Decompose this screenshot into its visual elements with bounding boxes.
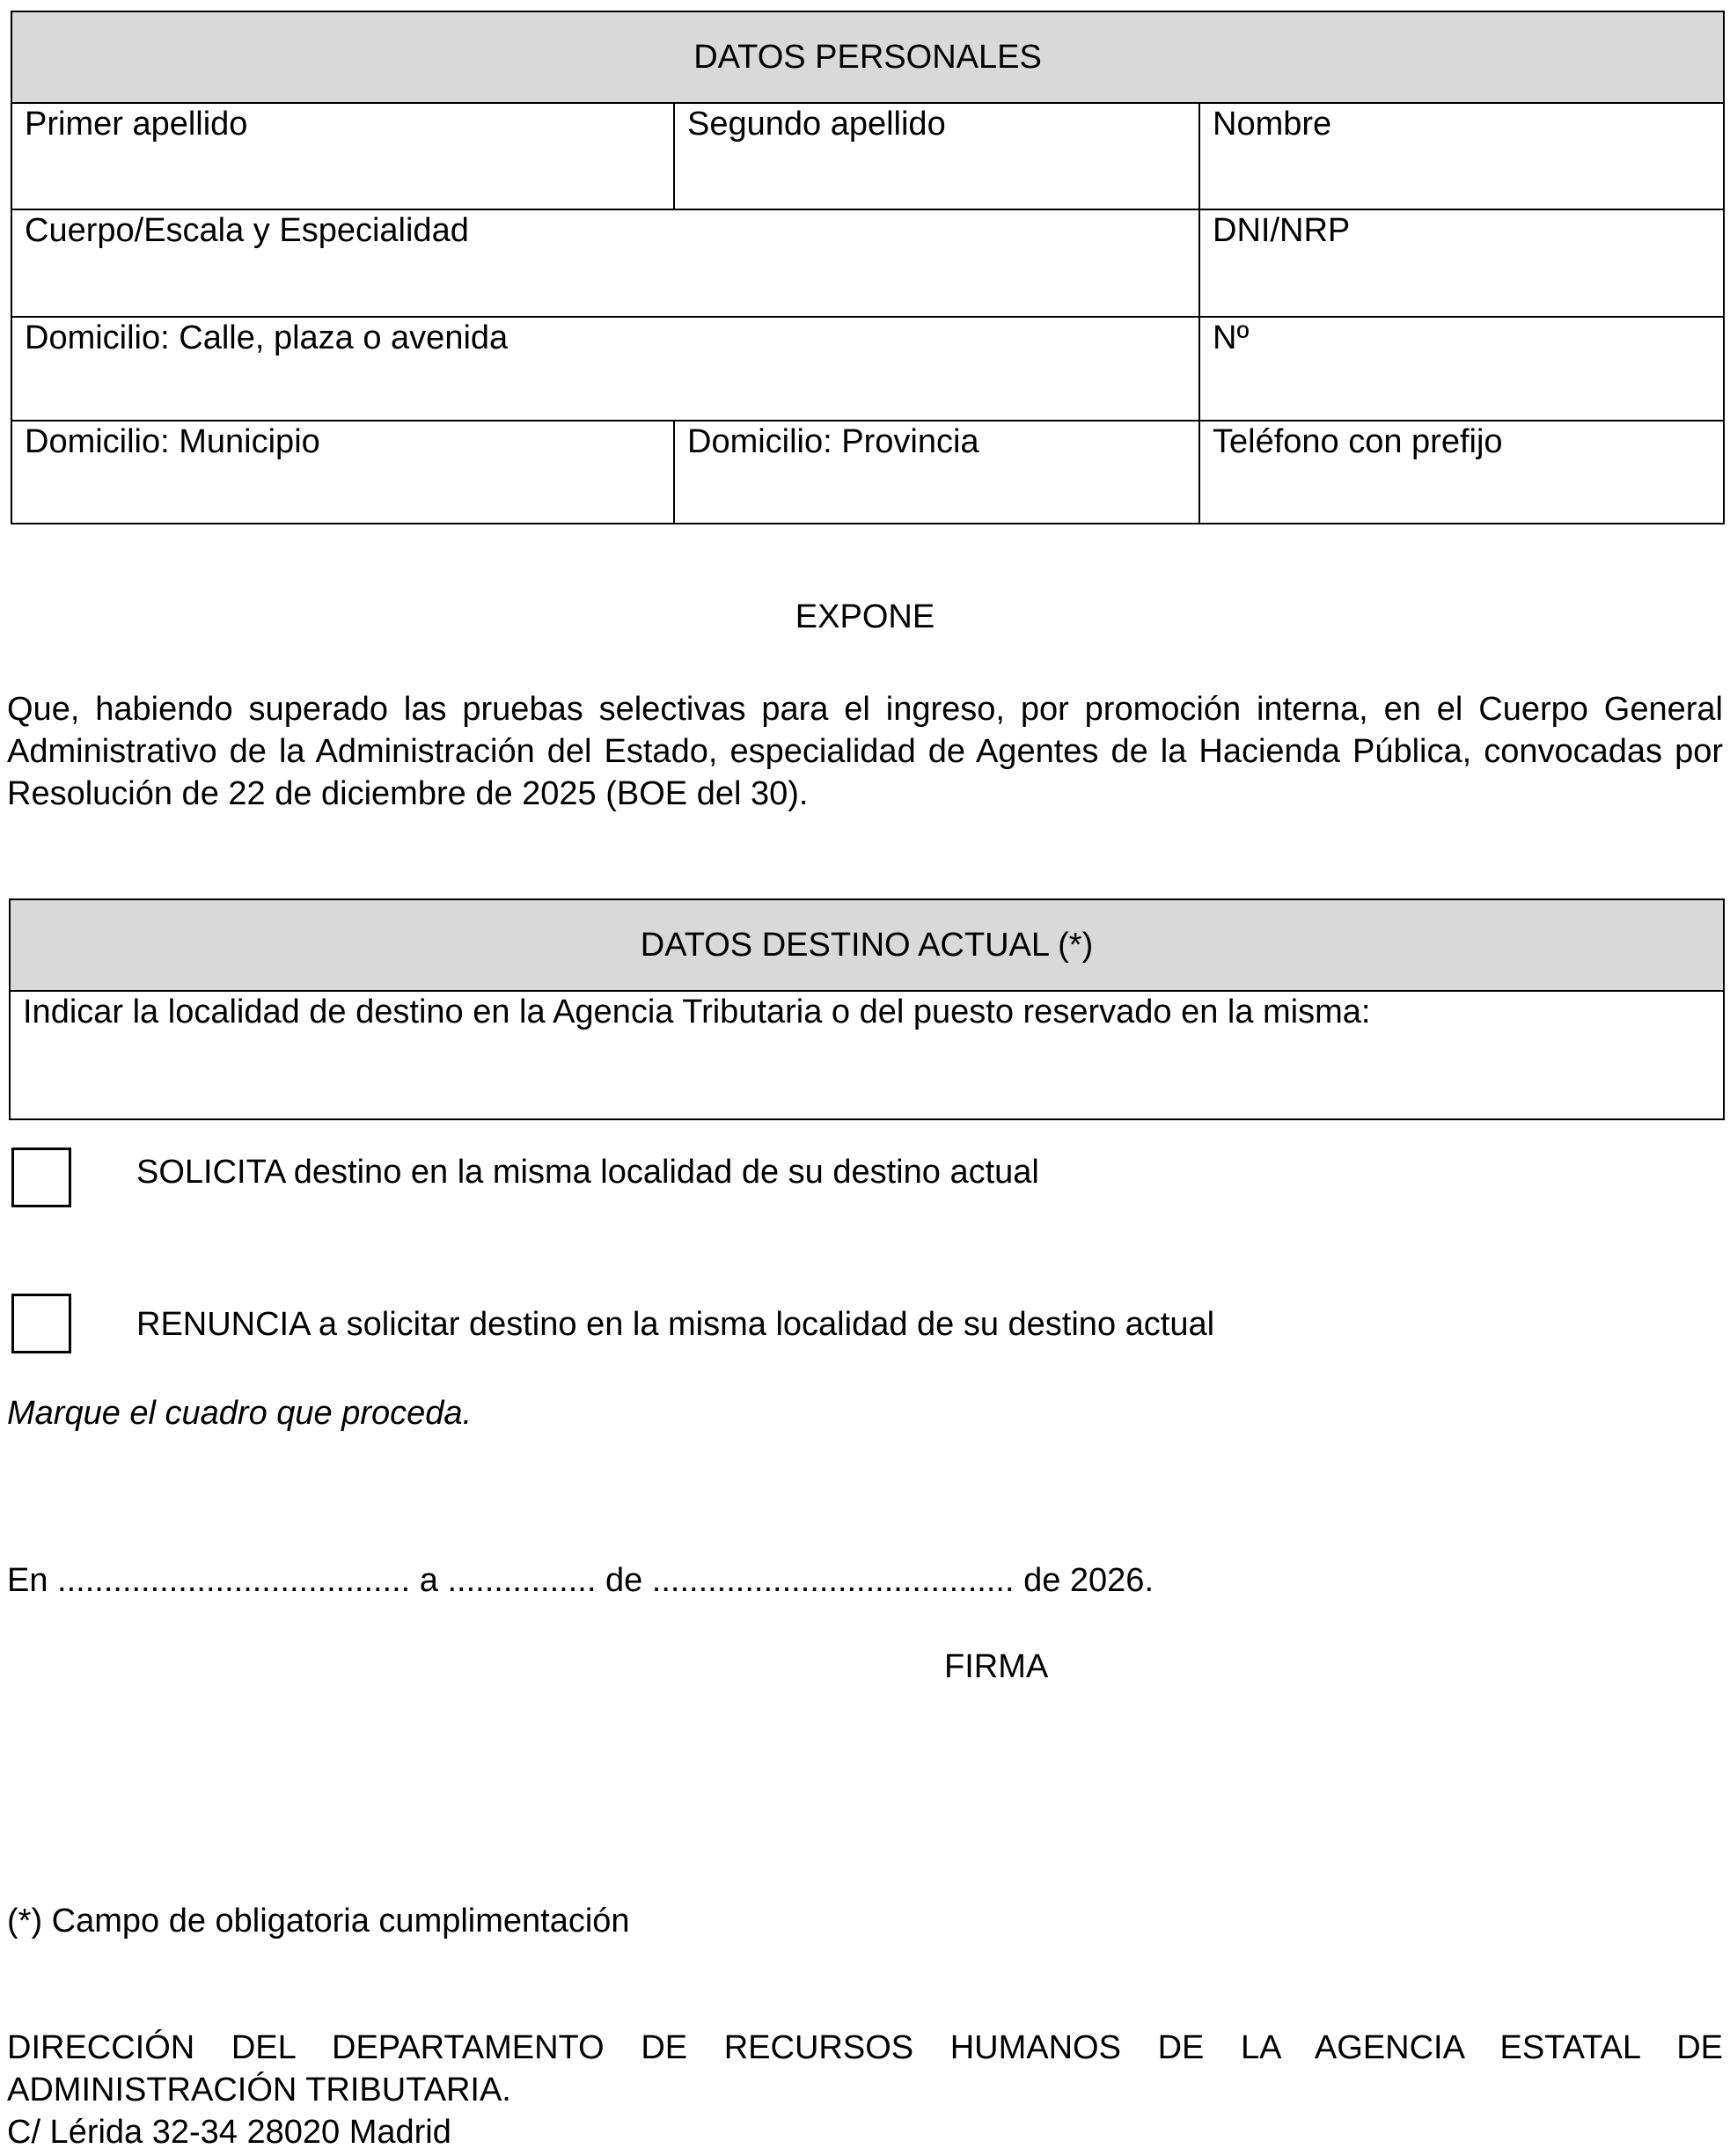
firma-label: FIRMA [944, 1648, 1049, 1685]
dni-field[interactable] [1199, 209, 1724, 317]
municipio-label: Domicilio: Municipio [25, 423, 320, 460]
solicita-label: SOLICITA destino en la misma localidad de su destino actual [136, 1154, 1039, 1191]
date-line: En ...................................... a ................ de ....................................... de 2026. [7, 1562, 1155, 1599]
provincia-label: Domicilio: Provincia [687, 423, 979, 460]
destino-header: DATOS DESTINO ACTUAL (*) [10, 899, 1724, 991]
nombre-label: Nombre [1213, 106, 1332, 143]
solicita-checkbox[interactable] [11, 1148, 71, 1207]
cuerpo-field[interactable] [11, 209, 1199, 317]
provincia-field[interactable] [674, 421, 1199, 524]
domicilio-calle-label: Domicilio: Calle, plaza o avenida [25, 319, 509, 356]
telefono-field[interactable] [1199, 421, 1724, 524]
expone-text: Que, habiendo superado las pruebas selectivas para el ingreso, por promoción interna, en el Cuerpo General Administrativo de la Administración del Estado, especialidad de Agentes de la Hacienda Pública, convocadas por Resolución de 22 de diciembre de 2025 (BOE del 30). [7, 691, 1723, 812]
primer-apellido-field[interactable] [11, 103, 674, 209]
primer-apellido-label: Primer apellido [25, 106, 248, 143]
destino-indicar-label: Indicar la localidad de destino en la Agencia Tributaria o del puesto reservado en la misma: [23, 994, 1371, 1030]
telefono-label: Teléfono con prefijo [1213, 423, 1503, 460]
municipio-field[interactable] [11, 421, 674, 524]
domicilio-calle-field[interactable] [11, 317, 1199, 421]
destino-field[interactable] [10, 991, 1724, 1119]
renuncia-checkbox[interactable] [11, 1294, 71, 1353]
segundo-apellido-label: Segundo apellido [687, 106, 946, 143]
numero-field[interactable] [1199, 317, 1724, 421]
destino-table [9, 898, 1725, 1120]
renuncia-label: RENUNCIA a solicitar destino en la misma localidad de su destino actual [136, 1306, 1215, 1343]
numero-label: Nº [1213, 319, 1250, 356]
mark-note: Marque el cuadro que proceda. [7, 1395, 473, 1432]
cuerpo-label: Cuerpo/Escala y Especialidad [25, 212, 469, 249]
nombre-field[interactable] [1199, 103, 1724, 209]
address-line-3: C/ Lérida 32-34 28020 Madrid [7, 2114, 451, 2151]
address-line-1: DIRECCIÓN DEL DEPARTAMENTO DE RECURSOS HUMANOS DE LA AGENCIA ESTATAL DE [7, 2029, 1723, 2066]
personal-data-table [11, 11, 1725, 524]
footnote: (*) Campo de obligatoria cumplimentación [7, 1903, 630, 1940]
address-line-2: ADMINISTRACIÓN TRIBUTARIA. [7, 2072, 511, 2108]
dni-label: DNI/NRP [1213, 212, 1351, 249]
personal-data-header: DATOS PERSONALES [11, 11, 1724, 103]
segundo-apellido-field[interactable] [674, 103, 1199, 209]
expone-title: EXPONE [795, 598, 935, 635]
